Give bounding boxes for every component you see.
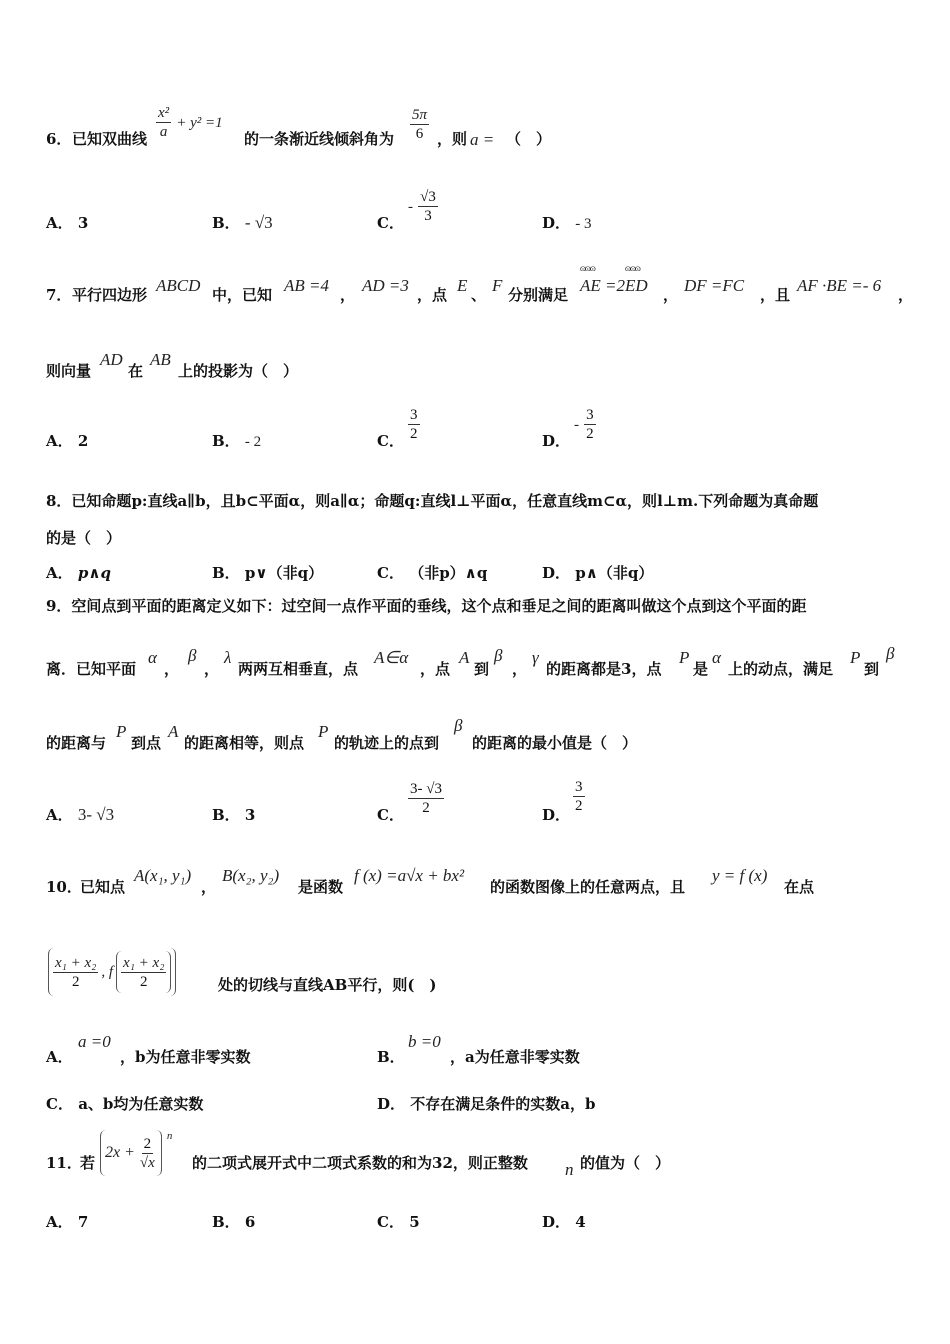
q9-l2-d: 到	[474, 660, 490, 678]
q9-beta-3: β	[886, 644, 895, 663]
q7-option-d-value: - $\frac{3}{2}$	[574, 407, 594, 442]
q9-a-in-alpha: A∈α	[374, 648, 409, 667]
q7-option-c[interactable]: C．	[377, 432, 404, 450]
q9-option-c-value: $\frac{3- √3}{2}$	[410, 781, 442, 816]
q11-option-a[interactable]: A． 7	[46, 1213, 89, 1231]
q6-option-d[interactable]: D． - 3	[542, 214, 592, 232]
q9-sep-2: ，	[204, 660, 220, 678]
q10-function: f (x) =a√x + bx²	[354, 866, 465, 885]
q10-option-a-expr: a =0	[78, 1032, 111, 1051]
q7-dun: 、	[471, 286, 487, 304]
q8-option-a[interactable]: A． p∧q	[46, 564, 112, 582]
q7-text-6: ，	[898, 286, 914, 304]
q10-text-3: 的函数图像上的任意两点，且	[490, 878, 686, 896]
q6-mid: 的一条渐近线倾斜角为	[244, 130, 395, 148]
q6-ask: （ ）	[506, 130, 552, 148]
q10-option-a-text: ，b为任意非零实数	[120, 1048, 251, 1066]
q9-l2-a: 离．已知平面	[46, 660, 137, 678]
q7-ad3: AD =3	[362, 276, 409, 295]
q7-option-d[interactable]: D．	[542, 432, 571, 450]
q8-option-d[interactable]: D． p∧（非q）	[542, 564, 654, 582]
q7-ab: AB	[150, 350, 171, 369]
q7-line2-b: 在	[128, 362, 144, 380]
q9-l3-c: 的距离相等，则点	[184, 734, 305, 752]
q6-option-b[interactable]: B． - √3	[212, 213, 273, 232]
q9-option-c[interactable]: C．	[377, 806, 404, 824]
q7-option-a[interactable]: A． 2	[46, 432, 89, 450]
q8-option-b[interactable]: B． p∨（非q）	[212, 564, 324, 582]
q9-l2-c: ，点	[420, 660, 451, 678]
q10-option-c[interactable]: C． a、b均为任意实数	[46, 1095, 204, 1113]
q9-sep-3: ，	[512, 660, 528, 678]
q9-line-1: 9．空间点到平面的距离定义如下：过空间一点作平面的垂线，这个点和垂足之间的距离叫做这个点到这个平面的距	[46, 597, 807, 615]
q10-y-eq-fx: y = f (x)	[712, 866, 768, 885]
q11-text-1: 若	[80, 1154, 96, 1172]
q10-option-b-text: ，a为任意非零实数	[450, 1048, 580, 1066]
q7-option-c-value: $\frac{3}{2}$	[410, 407, 418, 442]
q6-hyperbola: $\frac{\text{x²}}{a}$ + y² =1	[158, 105, 223, 140]
q6-lead: 已知双曲线	[72, 130, 148, 148]
q9-option-b[interactable]: B． 3	[212, 806, 256, 824]
q6-number: 6．	[46, 130, 72, 148]
q9-point-p-3: P	[116, 722, 127, 741]
q9-point-p-4: P	[318, 722, 329, 741]
q9-beta-2: β	[494, 646, 503, 665]
q8-option-c[interactable]: C． （非p）∧q	[377, 564, 488, 582]
q8-line-1: 8．已知命题p:直线a∥b，且b⊂平面α，则a∥α；命题q:直线l⊥平面α，任意直线m⊂α，则l⊥m.下列命题为真命题	[46, 492, 819, 510]
q10-point-expression: $\frac{\text{x₁ + x₂}}{2}$ , f $\frac{\text{x₁ + x₂}}{2}$	[48, 948, 176, 996]
q10-point-a: A(x₁, y₁)	[134, 866, 192, 885]
q10-text-2: 是函数	[298, 878, 344, 896]
q11-binomial: 2x + $\frac{2}{√x}$ $^n$	[100, 1130, 172, 1176]
q9-point-a: A	[459, 648, 470, 667]
q7-line2-a: 则向量	[46, 362, 92, 380]
q9-beta: β	[188, 646, 197, 665]
q7-f: F	[492, 276, 503, 295]
q9-point-p: P	[679, 648, 690, 667]
q9-sep-1: ，	[164, 660, 180, 678]
q7-text-1: 平行四边形	[72, 286, 148, 304]
q7-ad: AD	[100, 350, 123, 369]
q9-l2-f: 是	[693, 660, 709, 678]
q9-option-d[interactable]: D．	[542, 806, 571, 824]
q11-option-c[interactable]: C． 5	[377, 1213, 420, 1231]
q6-angle: $\frac{5\pi}{6}$	[412, 107, 428, 142]
q10-option-a[interactable]: A．	[46, 1048, 73, 1066]
q7-text-4: 分别满足	[508, 286, 569, 304]
q8-line-2: 的是（ ）	[46, 529, 122, 547]
q7-e: E	[457, 276, 468, 295]
q7-abcd: ABCD	[156, 276, 201, 295]
q7-ab4: AB =4	[284, 276, 329, 295]
q10-point-b: B(x₂, y₂)	[222, 866, 280, 885]
q10-text-4: 在点	[784, 878, 815, 896]
q7-comma-1: ，	[340, 286, 356, 304]
q7-vector-relation: ɷɷɷ AE =2ɷɷɷ ED	[580, 276, 648, 296]
q10-number: 10．	[46, 878, 82, 896]
q10-option-b-expr: b =0	[408, 1032, 441, 1051]
q7-line2-c: 上的投影为（ ）	[178, 362, 299, 380]
q9-l3-b: 到点	[131, 734, 162, 752]
q9-point-a-2: A	[168, 722, 179, 741]
q11-text-3: 的值为（ ）	[580, 1154, 671, 1172]
q7-option-b[interactable]: B． - 2	[212, 432, 262, 450]
q9-l2-e: 的距离都是3，点	[546, 660, 662, 678]
q6-option-c-value: - $\frac{√3}{3}$	[408, 189, 436, 224]
q7-comma-2: ，	[663, 286, 679, 304]
q9-lambda: λ	[224, 648, 232, 667]
q11-option-d[interactable]: D． 4	[542, 1213, 586, 1231]
q7-df-fc: DF =FC	[684, 276, 745, 295]
q9-l3-e: 的距离的最小值是（ ）	[472, 734, 638, 752]
q10-line-2: 处的切线与直线AB平行，则( )	[218, 976, 437, 994]
q10-comma: ，	[201, 878, 217, 896]
q9-beta-4: β	[454, 716, 463, 735]
q7-number: 7．	[46, 286, 72, 304]
q11-option-b[interactable]: B． 6	[212, 1213, 256, 1231]
q9-l2-g: 上的动点，满足	[728, 660, 834, 678]
q9-l3-a: 的距离与	[46, 734, 107, 752]
q9-option-a[interactable]: A． 3- √3	[46, 805, 115, 824]
q7-text-2: 中，已知	[212, 286, 273, 304]
q6-option-a[interactable]: A． 3	[46, 214, 89, 232]
q6-tail: ，则	[437, 130, 468, 148]
q10-option-d[interactable]: D． 不存在满足条件的实数a，b	[377, 1095, 596, 1113]
q7-text-3: ，点	[417, 286, 448, 304]
q9-l2-h: 到	[864, 660, 880, 678]
q11-text-2: 的二项式展开式中二项式系数的和为32，则正整数	[192, 1154, 528, 1172]
q9-gamma: γ	[532, 648, 539, 667]
q7-text-5: ，且	[760, 286, 791, 304]
q9-alpha-2: α	[712, 648, 721, 667]
q11-n: n	[565, 1160, 574, 1179]
q6-option-c[interactable]: C．	[377, 214, 404, 232]
q9-option-d-value: $\frac{3}{2}$	[575, 779, 583, 814]
q9-alpha: α	[148, 648, 157, 667]
q9-l3-d: 的轨迹上的点到	[334, 734, 440, 752]
q9-l2-b: 两两互相垂直，点	[238, 660, 359, 678]
q10-text-1: 已知点	[80, 878, 126, 896]
q9-point-p-2: P	[850, 648, 861, 667]
q6-a-equals: a =	[470, 130, 495, 149]
q7-dot-product: AF ·BE =- 6	[797, 276, 882, 295]
q11-number: 11．	[46, 1154, 82, 1172]
q10-option-b[interactable]: B．	[377, 1048, 405, 1066]
